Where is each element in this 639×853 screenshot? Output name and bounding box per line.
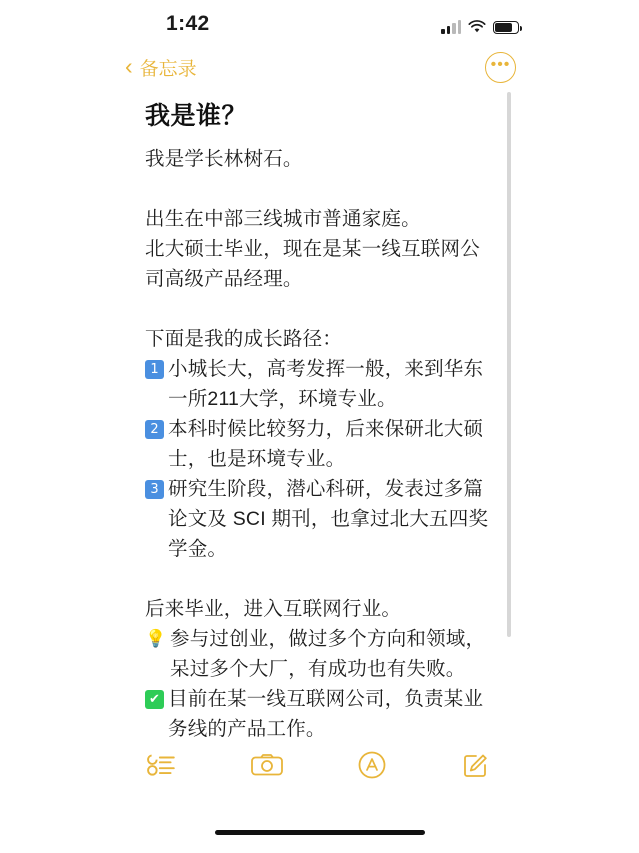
list-item bbox=[145, 354, 489, 414]
note-intro: 我是学长林树石。 bbox=[145, 148, 303, 170]
note-path-heading: 下面是我的成长路径： bbox=[145, 328, 343, 350]
home-indicator[interactable] bbox=[215, 830, 425, 835]
note-title: 我是谁？ bbox=[145, 102, 248, 130]
status-bar bbox=[0, 0, 639, 46]
paragraph-gap-3 bbox=[145, 564, 489, 594]
note-after-graduation: 后来毕业，进入互联网行业。 bbox=[145, 598, 402, 620]
scrollbar[interactable] bbox=[507, 92, 511, 637]
checklist-icon[interactable] bbox=[141, 747, 183, 783]
note-content[interactable] bbox=[0, 96, 639, 740]
note-background-line-2: 北大硕士毕业，现在是某一线互联网公司高级产品经理。 bbox=[145, 238, 480, 290]
list-item bbox=[145, 474, 489, 564]
list-item bbox=[145, 414, 489, 474]
list-item-text: 小城长大，高考发挥一般，来到华东一所211大学，环境专业。 bbox=[168, 358, 484, 410]
lightbulb-icon: 💡 bbox=[145, 629, 167, 649]
list-item-text: 参与过创业，做过多个方向和领域，呆过多个大厂，有成功也有失败。 bbox=[170, 628, 486, 680]
bottom-toolbar bbox=[0, 735, 639, 795]
chevron-left-icon: ‹ bbox=[125, 53, 133, 79]
battery-icon bbox=[493, 21, 519, 34]
markup-pen-icon[interactable] bbox=[351, 747, 393, 783]
back-button-label: 备忘录 bbox=[139, 59, 197, 80]
status-indicators bbox=[441, 14, 519, 34]
more-options-button[interactable] bbox=[485, 52, 516, 83]
list-item bbox=[145, 624, 489, 684]
check-mark-icon: ✔ bbox=[145, 690, 164, 709]
list-item-text: 目前在某一线互联网公司，负责某业务线的产品工作。 bbox=[168, 688, 484, 740]
paragraph-gap-1 bbox=[145, 174, 489, 204]
wifi-icon bbox=[468, 20, 486, 34]
number-badge-icon: 3 bbox=[145, 480, 164, 499]
compose-icon[interactable] bbox=[456, 747, 498, 783]
navigation-bar bbox=[0, 46, 639, 96]
number-badge-icon: 2 bbox=[145, 420, 164, 439]
note-background-line-1: 出生在中部三线城市普通家庭。 bbox=[145, 208, 421, 230]
number-badge-icon: 1 bbox=[145, 360, 164, 379]
paragraph-gap-2 bbox=[145, 294, 489, 324]
more-ellipsis-icon: ••• bbox=[490, 55, 511, 73]
cellular-signal-icon bbox=[441, 19, 461, 34]
list-item-text: 本科时候比较努力，后来保研北大硕士，也是环境专业。 bbox=[168, 418, 484, 470]
list-item-text: 研究生阶段，潜心科研，发表过多篇论文及 SCI 期刊，也拿过北大五四奖学金。 bbox=[168, 478, 489, 560]
back-button[interactable] bbox=[125, 54, 197, 81]
camera-icon[interactable] bbox=[246, 747, 288, 783]
status-time: 1:42 bbox=[166, 12, 210, 35]
